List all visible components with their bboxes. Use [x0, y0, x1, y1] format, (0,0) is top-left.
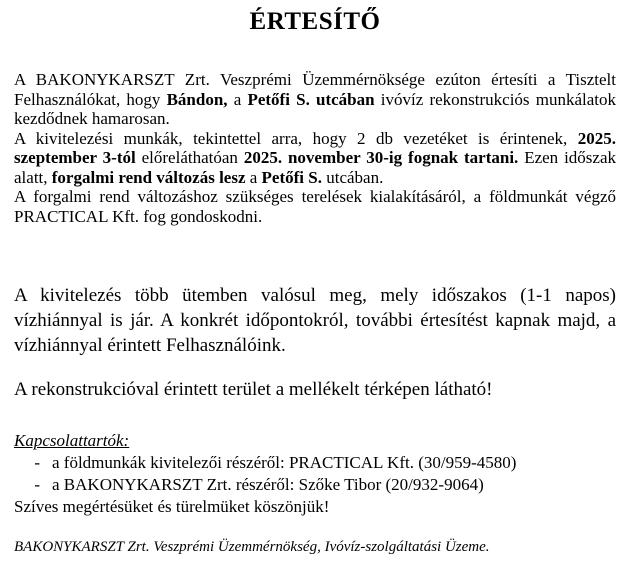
contact-text: a földmunkák kivitelezői részéről: PRACTICAL Kft. (30/959-4580) — [52, 453, 517, 472]
intro-text: A kivitelezési munkák, tekintettel arra, hogy 2 db vezetéket is érintenek, — [14, 128, 578, 148]
thanks-line: Szíves megértésüket és türelmüket köszönjük! — [14, 497, 330, 516]
intro-paragraph — [14, 70, 616, 226]
intro-sentence-3: A forgalmi rend változáshoz szükséges terelések kialakításáról, a földmunkát végző PRACTICAL Kft. fog gondoskodni. — [14, 187, 616, 226]
location-town: Bándon, — [166, 89, 228, 109]
contact-item — [14, 452, 616, 474]
intro-sentence-2 — [14, 129, 616, 188]
intro-text: utcában. — [321, 167, 384, 187]
contacts-title: Kapcsolattartók: — [14, 431, 130, 450]
signature: BAKONYKARSZT Zrt. Veszprémi Üzemmérnökség, Ivóvíz-szolgáltatási Üzeme. — [14, 539, 490, 555]
water-outage-paragraph: A kivitelezés több ütemben valósul meg, mely időszakos (1-1 napos) vízhiánnyal is jár. A konkrét időpontokról, további értesítést kapnak majd, a vízhiánnyal érintett Felhasználóink. — [14, 285, 616, 356]
intro-text: ivóvíz rekonstrukciós munkálatok kezdődnek hamarosan. — [14, 89, 616, 128]
intro-text: előreláthatóan — [135, 148, 244, 167]
dash-bullet: - — [34, 475, 40, 494]
end-date: 2025. november 30-ig fognak tartani. — [243, 148, 519, 167]
street-name: Petőfi S. — [261, 167, 322, 187]
contacts-section — [14, 430, 616, 518]
intro-text: Ezen időszak alatt, — [14, 148, 617, 187]
intro-sentence-1 — [14, 70, 616, 129]
intro-text: a — [245, 167, 262, 187]
map-reference-paragraph: A rekonstrukcióval érintett terület a mellékelt térképen látható! — [14, 379, 493, 400]
intro-text: a — [227, 89, 248, 109]
contact-text: a BAKONYKARSZT Zrt. részéről: Szőke Tibor (20/932-9064) — [52, 475, 484, 494]
start-date: 2025. szeptember 3-tól — [14, 128, 616, 167]
intro-text: A BAKONYKARSZT Zrt. Veszprémi Üzemmérnöksége ezúton értesíti a Tisztelt Felhasználókat, hogy — [14, 70, 616, 109]
contact-item — [14, 474, 616, 496]
dash-bullet: - — [34, 453, 40, 472]
notice-title: ÉRTESÍTŐ — [249, 8, 381, 35]
location-street: Petőfi S. utcában — [247, 89, 375, 109]
traffic-change: forgalmi rend változás lesz — [51, 167, 246, 187]
